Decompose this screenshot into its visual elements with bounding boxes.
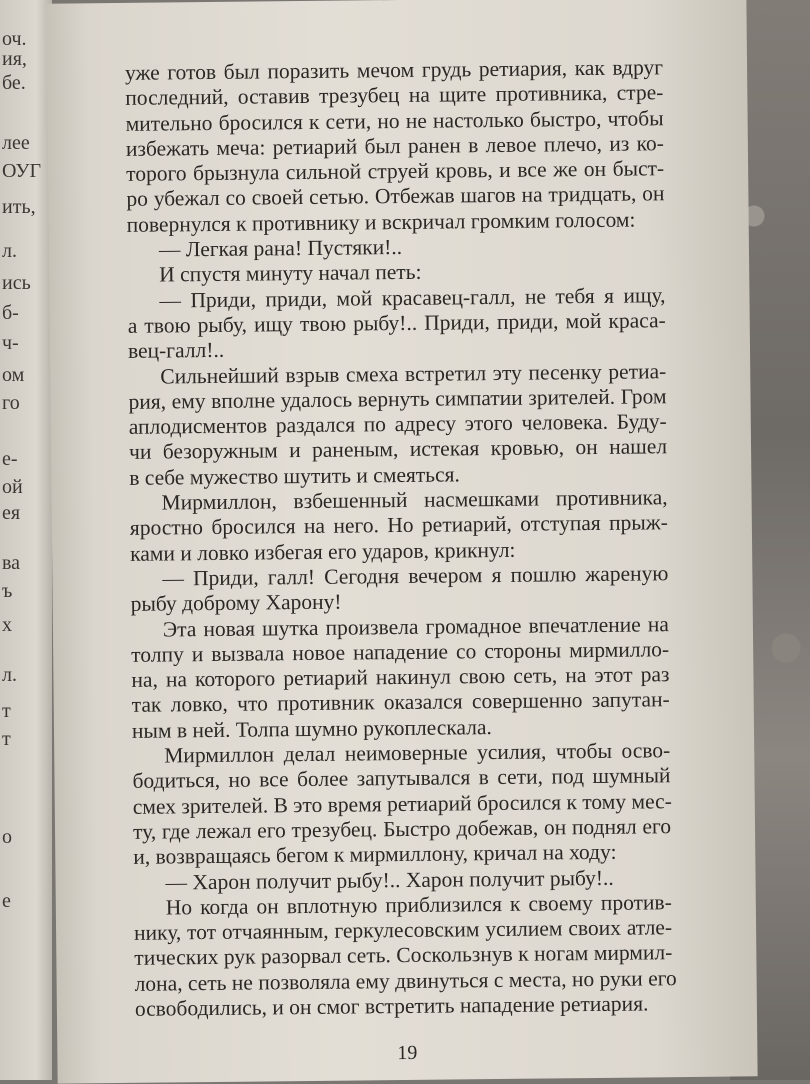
text-line: — Легкая рана! Пустяки!.. (158, 235, 403, 262)
left-page-fragment: ись (2, 272, 31, 294)
text-line: Сильнейший взрыв смеха встретил эту песенку ретиа- (160, 358, 667, 389)
left-page-fragment: ОУГ (2, 160, 42, 182)
text-line: ту, где лежал его трезубец. Быстро добежав, он поднял его (132, 814, 672, 844)
left-page-fragment: е- (2, 448, 18, 470)
page-number: 19 (397, 1041, 418, 1065)
text-line: рыбу доброму Харону! (130, 589, 342, 617)
text-line: уже готов был поразить мечом грудь ретиария, как вдруг (124, 55, 664, 85)
book-page (46, 0, 757, 1084)
text-line: и, возвращаясь бегом к мирмиллону, кричал на ходу: (133, 839, 617, 870)
text-line: аплодисментов раздался по адресу этого человека. Буду- (128, 409, 667, 440)
left-page-fragment: лее (2, 132, 30, 154)
text-line: ками и ловко избегая его ударов, крикнул: (130, 537, 516, 566)
left-page-fragment: е (2, 890, 11, 912)
text-line: торого брызнула сильной струей кровь, и все же он быст- (126, 156, 665, 187)
text-line: нику, тот отчаянным, геркулесовским усилием своих атле- (133, 915, 673, 945)
text-line: в себе мужество шутить и смеяться. (129, 462, 460, 490)
text-line: смех зрителей. В это время ретиарий бросился к тому мес- (132, 788, 672, 819)
text-line: так ловко, что противник оказался совершенно запутан- (131, 687, 670, 718)
text-line: а твою рыбу, ищу твою рыбу!.. Приди, приди, мой краса- (127, 308, 666, 338)
page-body-text (124, 55, 677, 1022)
text-line: ным в ней. Толпа шумно рукоплескала. (131, 714, 492, 743)
left-page-fragment: ия, (2, 48, 27, 70)
text-line: вец-галл!.. (127, 338, 225, 364)
text-line: лона, сеть не позволяла ему двинуться с места, но руки его (134, 965, 677, 996)
text-line: Мирмиллон делал неимоверные усилия, чтобы осво- (164, 738, 671, 768)
text-line: бодиться, но все более запутывался в сети, под шумный (132, 763, 671, 794)
left-page-fragment: л. (2, 664, 17, 686)
left-page-fragment: бе. (2, 72, 26, 94)
left-page-fragment: ея (2, 502, 21, 524)
text-line: избежать меча: ретиарий был ранен в левое плечо, из ко- (125, 131, 664, 161)
text-line: Эта новая шутка произвела громадное впечатление на (162, 611, 670, 642)
left-page-fragment: го (2, 392, 20, 414)
left-page-fragment: т (2, 728, 11, 750)
left-page-fragment: о (2, 826, 12, 848)
left-page-fragment: ом (2, 364, 25, 386)
left-page-fragment: л. (2, 240, 17, 262)
text-line: рия, ему вполне удалось вернуть симпатии зрителей. Гром (128, 384, 667, 414)
previous-page-edge (0, 0, 52, 1080)
text-line: — Харон получит рыбу!.. Харон получит рыбу!.. (165, 865, 614, 894)
text-line: — Приди, галл! Сегодня вечером я пошлю жареную (162, 561, 669, 591)
left-page-fragment: ой (2, 476, 23, 498)
text-line: ро убежал со своей сетью. Отбежав шагов на тридцать, он (126, 181, 665, 212)
text-line: на, на которого ретиарий накинул свою сеть, на этот раз (131, 662, 670, 692)
left-page-fragment: б- (2, 302, 19, 324)
text-line: освободились, и он смог встретить нападение ретиария. (134, 991, 649, 1021)
text-line: последний, оставив трезубец на щите противника, стре- (125, 80, 664, 111)
left-page-fragment: т (2, 700, 11, 722)
text-line: тических рук разорвал сеть. Соскользнув к ногам мирмил- (134, 940, 673, 971)
left-page-fragment: оч. (2, 28, 27, 50)
left-page-fragment: х (2, 614, 12, 636)
left-page-fragment: ъ (2, 580, 13, 602)
text-line: повернулся к противнику и вскричал громким голосом: (126, 207, 636, 237)
left-page-fragment: ва (2, 552, 21, 574)
text-line: чи безоружным и раненым, истекая кровью, он нашел (128, 434, 668, 465)
text-line: яростно бросился на него. Но ретиарий, отступая прыж- (129, 510, 668, 541)
text-line: мительно бросился к сети, но не настолько быстро, чтобы (125, 105, 664, 136)
left-page-fragment: ить, (2, 196, 36, 218)
text-line: И спустя минуту начал петь: (159, 260, 422, 287)
text-line: толпу и вызвала новое нападение со стороны мирмилло- (131, 637, 670, 667)
text-line: Но когда он вплотную приблизился к своему против- (165, 889, 672, 920)
left-page-fragment: ч- (2, 332, 19, 354)
text-line: Мирмиллон, взбешенный насмешками противника, (161, 485, 668, 515)
text-line: — Приди, приди, мой красавец-галл, не тебя я ищу, (159, 282, 666, 313)
